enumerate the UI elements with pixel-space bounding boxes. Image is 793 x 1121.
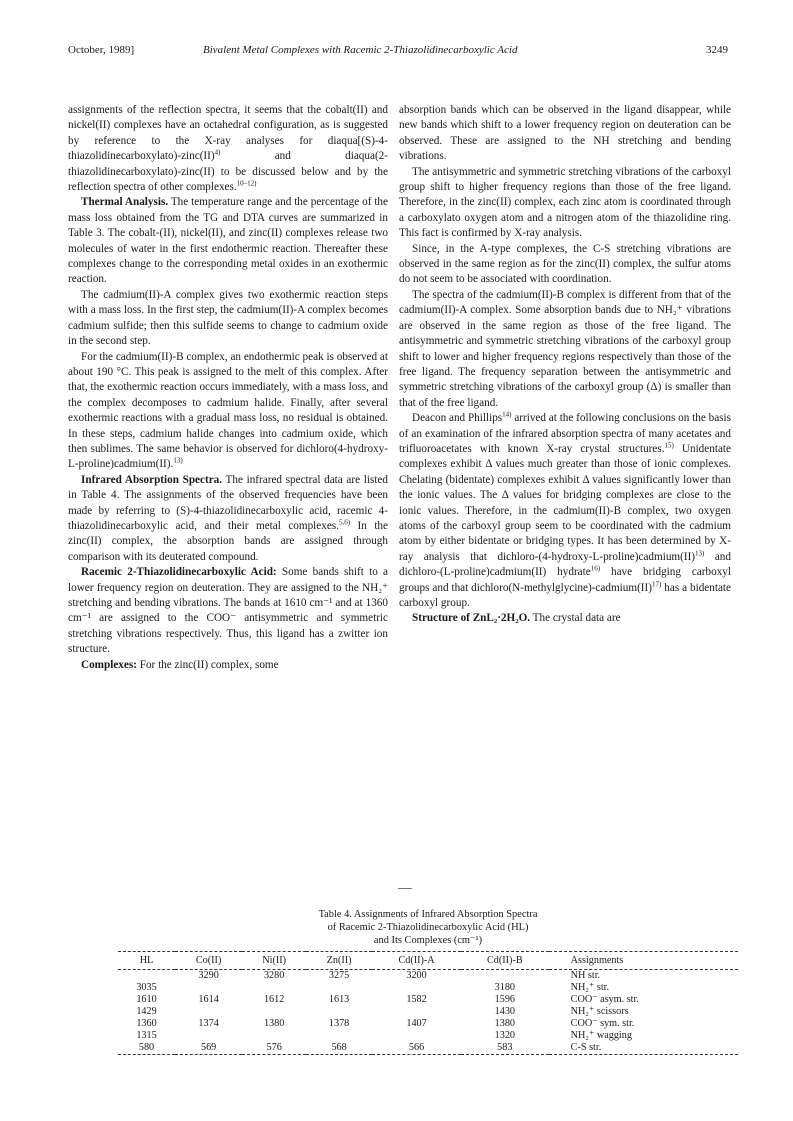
- table-cell: 3035: [136, 982, 157, 993]
- paragraph: The cadmium(II)-A complex gives two exothermic reaction steps with a mass loss. In the first step, the cadmium(II)-A complex becomes cadmium sulfide; then this sulfide seems to change to cadmium oxide in the second step.: [68, 288, 388, 348]
- table-cell: 1374: [198, 1018, 219, 1029]
- table-cell: 1378: [328, 1018, 350, 1029]
- table-row: [118, 1042, 738, 1055]
- left-column: [68, 103, 388, 673]
- table-cell: 1360: [136, 1018, 157, 1029]
- paragraph-structure: Structure of ZnL₂·2H₂O. The crystal data are: [412, 612, 621, 625]
- table-cell: 3275: [328, 970, 350, 981]
- table-cell: COO⁻ asym. str.: [570, 994, 639, 1005]
- table-row: [118, 1030, 738, 1042]
- table-cell: 3290: [198, 970, 219, 981]
- table-row: [118, 1006, 738, 1018]
- paragraph: Since, in the A-type complexes, the C-S stretching vibrations are observed in the same region as for the zinc(II) complex, the sulfur atoms do not seem to be associated with coordination.: [399, 242, 731, 286]
- table-cell: 1315: [136, 1030, 157, 1041]
- paragraph-complexes: Complexes: For the zinc(II) complex, some: [81, 658, 279, 671]
- page-number: 3249: [706, 44, 728, 56]
- table-cell: 1429: [136, 1006, 157, 1017]
- table-cell: NH₂⁺ wagging: [570, 1030, 632, 1041]
- table-cell: 583: [497, 1042, 513, 1053]
- column-header: HL: [139, 955, 154, 966]
- table-cell: 1430: [494, 1006, 515, 1017]
- table-cell: 576: [266, 1042, 282, 1053]
- section-heading: Racemic 2-Thiazolidinecarboxylic Acid:: [81, 566, 277, 579]
- table-cell: 1380: [263, 1018, 285, 1029]
- table-row: [118, 970, 738, 983]
- paragraph-thermal-analysis: Thermal Analysis. The temperature range and the percentage of the mass loss obtained from the TG and DTA curves are summarized in Table 3. The cobalt-(II), nickel(II), and zinc(II) complexes release two molecules of water in the first endothermic reaction. Thereafter these complexes change to the corresponding metal oxides in an exothermic reaction.: [68, 196, 388, 286]
- table-cell: 569: [200, 1042, 217, 1053]
- table-cell: 1614: [198, 994, 219, 1005]
- table-cell: [175, 1006, 242, 1018]
- table-cell: [242, 1006, 306, 1018]
- table-cell: [461, 970, 549, 983]
- header-date: October, 1989]: [68, 44, 135, 56]
- table-4: [118, 908, 738, 1055]
- table-cell: C-S str.: [570, 1042, 602, 1053]
- column-header: Ni(II): [262, 955, 287, 966]
- paragraph: The antisymmetric and symmetric stretching vibrations of the carboxyl group shift to higher frequency regions than those of the free ligand. Therefore, in the zinc(II) complex, each zinc atom is coordinated through a carboxylato oxygen atom and a nitrogen atom of the thiazolidine ring. This fact is confirmed by X-ray analysis.: [399, 165, 731, 240]
- table-cell: [118, 970, 175, 983]
- table-cell: [372, 982, 461, 994]
- section-heading: Structure of ZnL₂·2H₂O.: [412, 612, 531, 625]
- table-cell: 580: [138, 1042, 155, 1053]
- table-cell: 1612: [263, 994, 285, 1005]
- table-cell: [306, 1006, 372, 1018]
- table-cell: 1582: [406, 994, 427, 1005]
- section-heading: Thermal Analysis.: [81, 196, 169, 209]
- column-header: Zn(II): [326, 955, 352, 966]
- column-header: Cd(II)-A: [398, 955, 435, 966]
- column-header: Cd(II)-B: [486, 955, 523, 966]
- running-title: Bivalent Metal Complexes with Racemic 2-Thiazolidinecarboxylic Acid: [203, 44, 518, 56]
- table-row: [118, 982, 738, 994]
- table-header-row: [118, 952, 738, 970]
- table-cell: 568: [331, 1042, 347, 1053]
- section-heading: Complexes:: [81, 658, 137, 671]
- paragraph: absorption bands which can be observed in the ligand disappear, while new bands which shift to a lower frequency region on deuteration can be observed. These are assigned to the NH stretching and bending vibrations.: [399, 104, 731, 163]
- table-cell: 1320: [494, 1030, 515, 1041]
- table-caption: Table 4. Assignments of Infrared Absorption Spectra of Racemic 2-Thiazolidinecarboxylic Acid (HL) and Its Complexes (cm⁻¹): [318, 909, 538, 946]
- table-cell: NH₂⁺ scissors: [570, 1006, 629, 1017]
- paragraph: assignments of the reflection spectra, it seems that the cobalt(II) and nickel(II) complexes have an octahedral configuration, as is suggested by reference to the X-ray analyses for diaqua[(S)-4-thiazolidinecarboxylato)-zinc(II)$^{4)}$ and diaqua(2-thiazolidinecarboxylato)-zinc(II) to be discussed below and by the reflection spectra of other complexes.$^{10-12)}$: [68, 104, 388, 194]
- section-heading: Infrared Absorption Spectra.: [81, 473, 223, 486]
- paragraph-ligand: Racemic 2-Thiazolidinecarboxylic Acid: Some bands shift to a lower frequency region on deuteration. They are assigned to the NH₂⁺ stretching and bending vibrations. The bands at 1610 cm⁻¹ and at 1360 cm⁻¹ are assigned to the COO⁻ antisymmetric and symmetric stretching vibrations respectively. Thus, this ligand has a zwitter ion structure.: [68, 566, 388, 656]
- table-cell: COO⁻ sym. str.: [570, 1018, 635, 1029]
- table-cell: 1613: [328, 994, 350, 1005]
- table-cell: [306, 982, 372, 994]
- table-cell: 1380: [494, 1018, 515, 1029]
- table-cell: [372, 1030, 461, 1042]
- table-cell: 3180: [494, 982, 515, 993]
- paragraph: Deacon and Phillips$^{14)}$ arrived at the following conclusions on the basis of an examination of the infrared absorption spectra of many acetates and trifluoroacetates with known X-ray crystal structures.$^{15)}$ Unidentate complexes exhibit Δ values much greater than those of ionic complexes. Chelating (bidentate) complexes exhibit Δ values significantly lower than the ionic values. The Δ values for bridging complexes are close to the ionic values. Therefore, in the cadmium(II)-B complex, two oxygen atoms of the carboxyl group seem to be coordinated with the cadmium atom by either bidentate or bridging types. It has been determined by X-ray analysis that dichloro-(4-hydroxy-L-proline)cadmium(II)$^{13)}$ and dichloro-(L-proline)cadmium(II) hydrate$^{16)}$ have bridging carboxyl groups and that dichloro(N-methylglycine)-cadmium(II)$^{17)}$ has a bidentate carboxyl group.: [399, 410, 732, 609]
- column-header: Co(II): [195, 955, 222, 966]
- ir-assignments-table: [118, 951, 738, 1055]
- table-cell: [242, 982, 306, 994]
- column-header: Assignments: [570, 955, 624, 966]
- running-header: [68, 44, 728, 60]
- table-cell: 1610: [136, 994, 157, 1005]
- paragraph-infrared: Infrared Absorption Spectra. The infrared spectral data are listed in Table 4. The assignments of the observed frequencies have been made by referring to (S)-4-thiazolidinecarboxylic acid, racemic 4-thiazolidinecarboxylic acid, and their metal complexes.$^{5,6)}$ In the zinc(II) complex, the absorption bands are assigned through comparison with its deuterated compound.: [68, 473, 388, 563]
- table-row: [118, 994, 738, 1006]
- right-column: [399, 103, 731, 627]
- table-cell: 1596: [494, 994, 515, 1005]
- table-cell: 3200: [406, 970, 427, 981]
- table-cell: [372, 1006, 461, 1018]
- table-cell: [306, 1030, 372, 1042]
- table-row: [118, 1018, 738, 1030]
- table-cell: [242, 1030, 306, 1042]
- table-cell: 566: [408, 1042, 425, 1053]
- column-end-rule: [398, 888, 412, 889]
- table-cell: 1407: [406, 1018, 427, 1029]
- table-cell: [175, 1030, 242, 1042]
- table-cell: [175, 982, 242, 994]
- paragraph: For the cadmium(II)-B complex, an endothermic peak is observed at about 190 °C. This peak is assigned to the melt of this complex. After that, the exothermic reaction occurs immediately, with a mass loss, and the complex decomposes to cadmium halide. Finally, after several exothermic reactions with a gradual mass loss, no residual is obtained. In these steps, cadmium halide changes into cadmium oxide, which then sublimes. The same behavior is observed for dichloro(4-hydroxy-L-proline)cadmium(II).$^{13)}$: [68, 350, 388, 471]
- table-cell: 3280: [263, 970, 285, 981]
- table-cell: NH₂⁺ str.: [570, 982, 610, 993]
- paragraph: The spectra of the cadmium(II)-B complex is different from that of the cadmium(II)-A complex. Some absorption bands due to NH₂⁺ vibrations are observed in the same region as those of the free ligand. The antisymmetric and symmetric stretching vibrations of the carboxyl group shift to lower and higher frequency regions respectively than those of the free ligand. The frequency separation between the antisymmetric and symmetric stretching vibrations of the carboxyl group (Δ) is smaller than that of the free ligand.: [399, 288, 731, 409]
- table-cell: NH str.: [570, 970, 601, 981]
